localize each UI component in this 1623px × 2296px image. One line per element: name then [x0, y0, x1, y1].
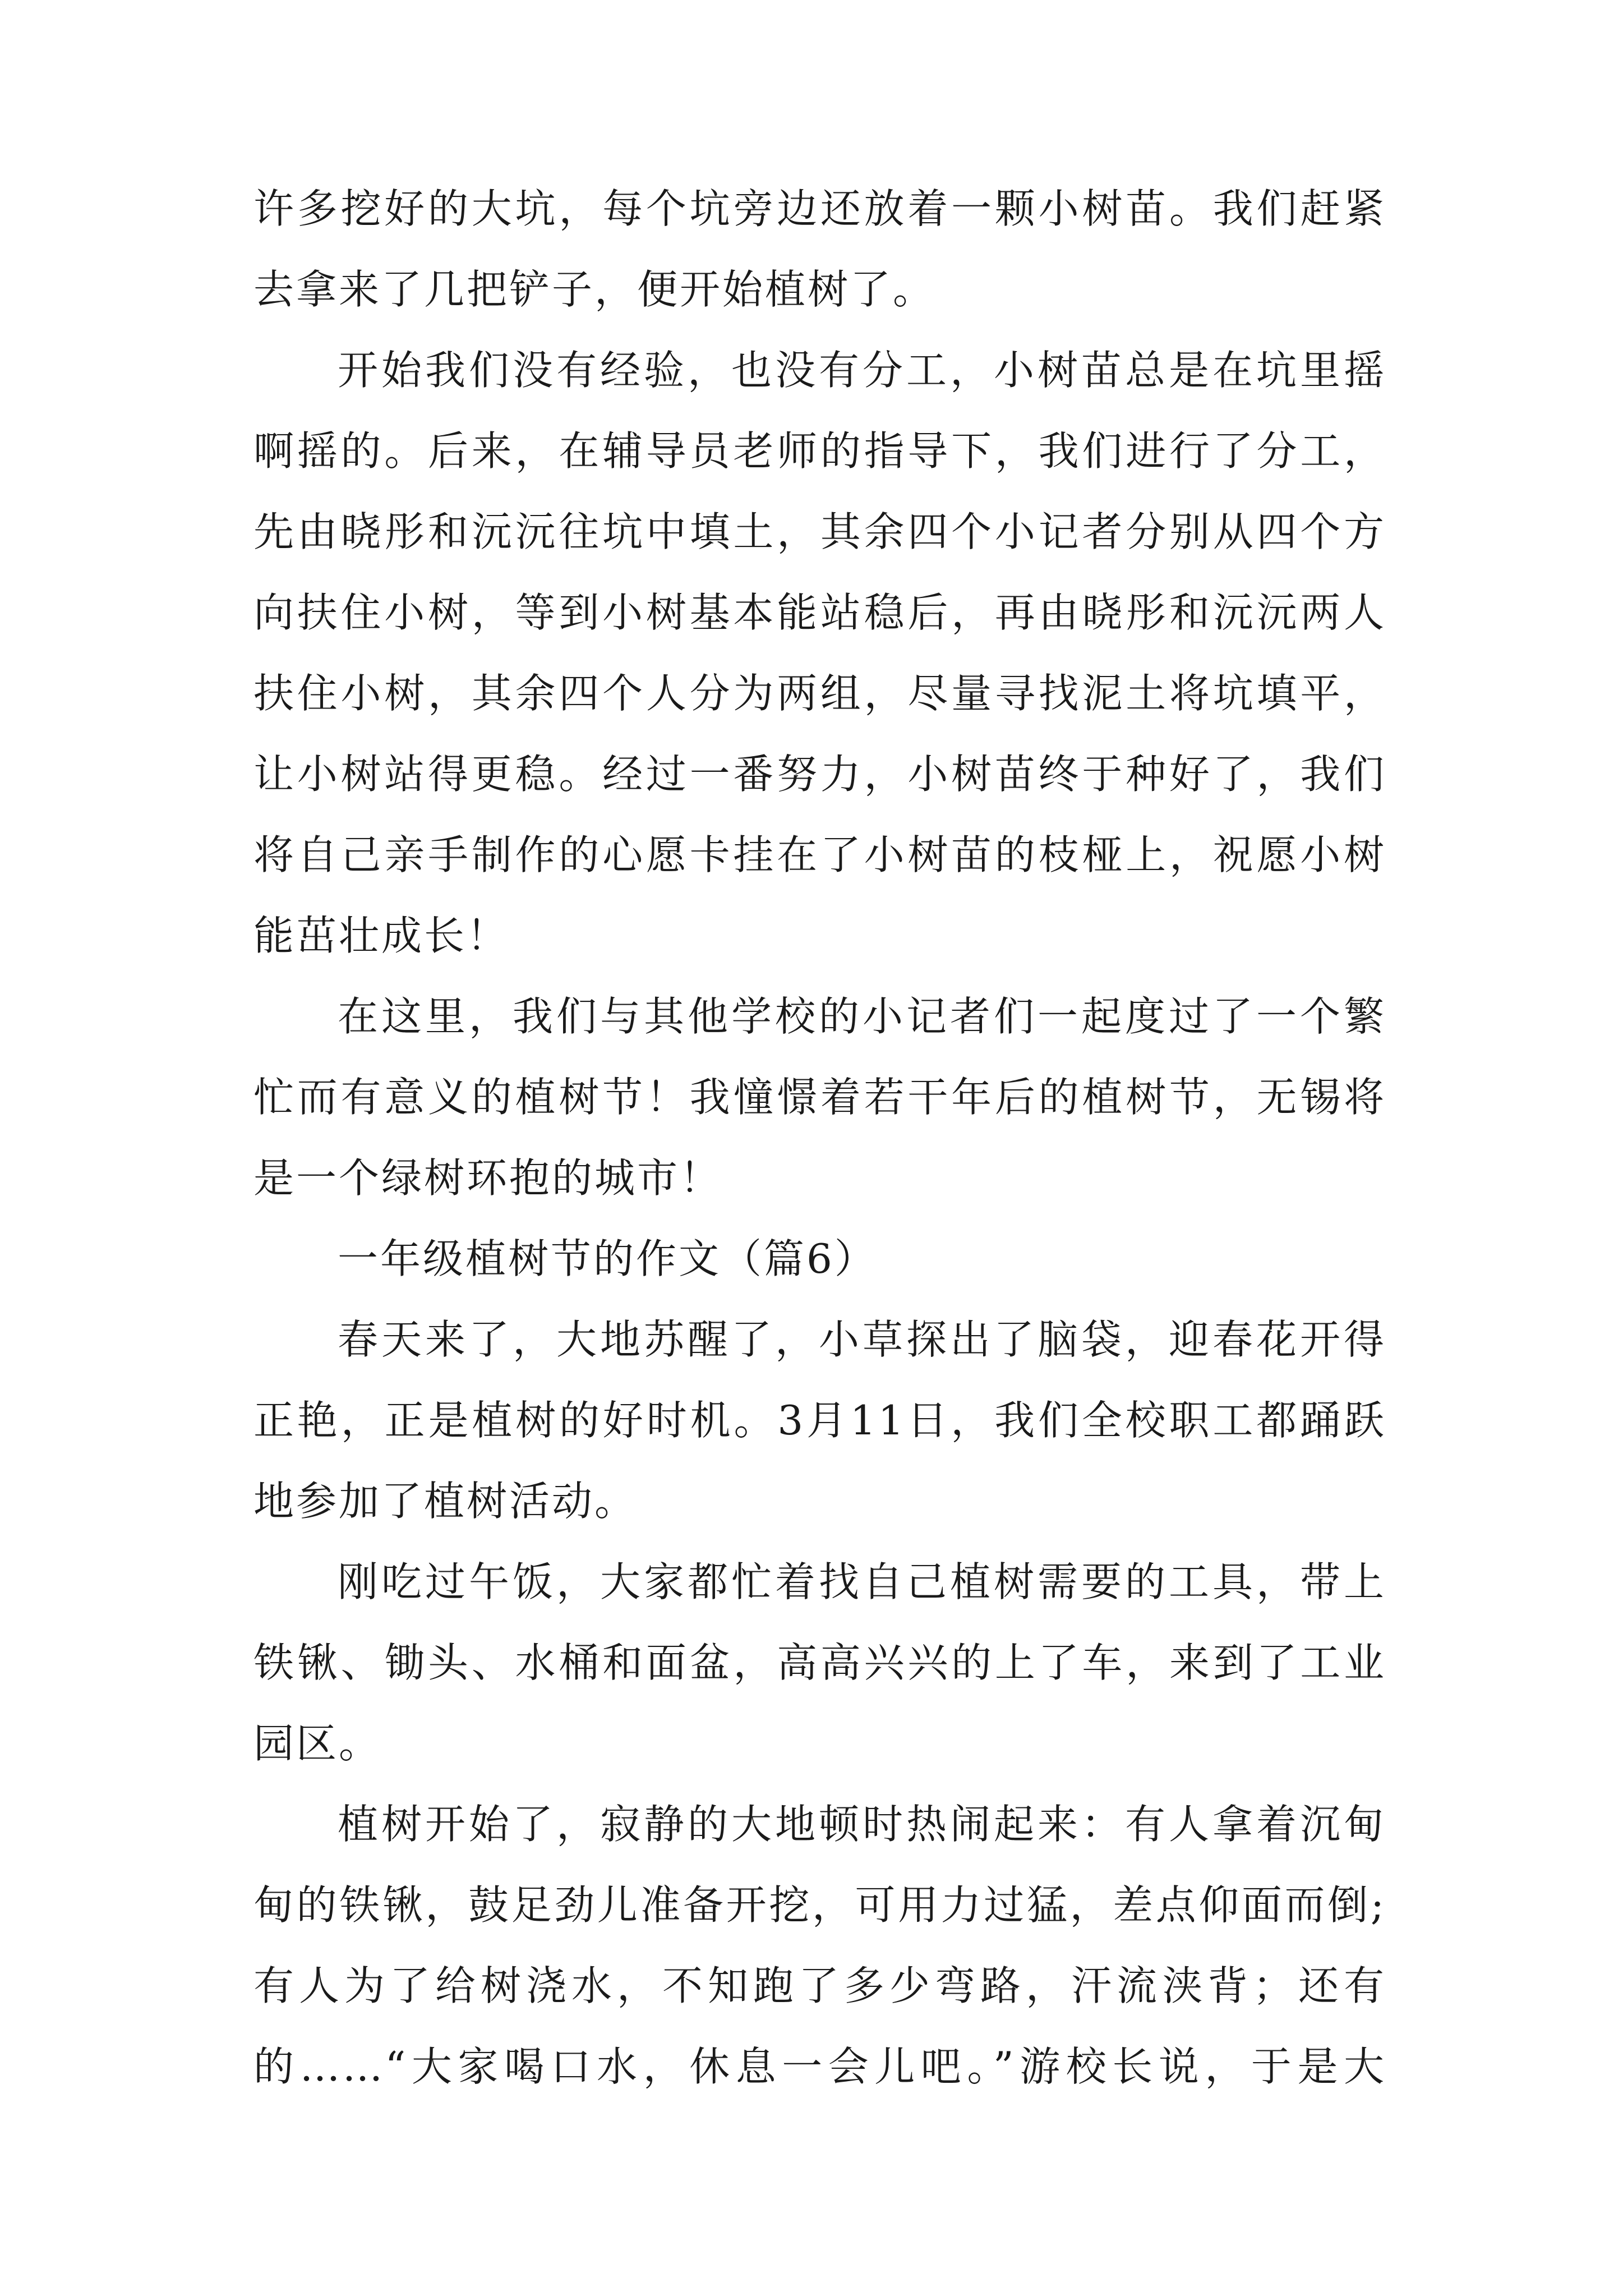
text-line: 正艳，正是植树的好时机。3月11日，我们全校职工都踊跃 [253, 1397, 1386, 1444]
text-line: 先由晓彤和沅沅往坑中填土，其余四个小记者分别从四个方 [253, 508, 1386, 555]
heading-text: 一年级植树节的作文（篇6） [338, 1235, 877, 1282]
document-page [253, 168, 1386, 2107]
text-line: 地参加了植树活动。 [253, 1478, 638, 1525]
text-line: 让小树站得更稳。经过一番努力，小树苗终于种好了，我们 [253, 751, 1386, 798]
paragraph [253, 1299, 1386, 1542]
text-line: 扶住小树，其余四个人分为两组，尽量寻找泥土将坑填平， [253, 670, 1386, 717]
section-heading [253, 1218, 1386, 1299]
text-line: 许多挖好的大坑，每个坑旁边还放着一颗小树苗。我们赶紧 [253, 185, 1386, 232]
text-line: 忙而有意义的植树节！我憧憬着若干年后的植树节，无锡将 [253, 1074, 1386, 1121]
paragraph [253, 976, 1386, 1218]
paragraph [253, 1784, 1386, 2107]
text-line: 园区。 [253, 1720, 382, 1767]
paragraph-continuation [253, 168, 1386, 330]
paragraph [253, 1542, 1386, 1784]
text-line: 的……“大家喝口水，休息一会儿吧。”游校长说，于是大 [253, 2043, 1386, 2090]
text-line: 在这里，我们与其他学校的小记者们一起度过了一个繁 [338, 993, 1386, 1040]
text-line: 是一个绿树环抱的城市！ [253, 1154, 723, 1202]
text-line: 刚吃过午饭，大家都忙着找自己植树需要的工具，带上 [338, 1558, 1386, 1605]
text-line: 将自己亲手制作的心愿卡挂在了小树苗的枝桠上，祝愿小树 [253, 831, 1386, 878]
text-line: 有人为了给树浇水，不知跑了多少弯路，汗流浃背；还有 [253, 1962, 1386, 2009]
text-line: 向扶住小树，等到小树基本能站稳后，再由晓彤和沅沅两人 [253, 589, 1386, 636]
text-line: 啊摇的。后来，在辅导员老师的指导下，我们进行了分工， [253, 427, 1386, 475]
text-line: 开始我们没有经验，也没有分工，小树苗总是在坑里摇 [338, 347, 1386, 394]
text-line: 甸的铁锹，鼓足劲儿准备开挖，可用力过猛，差点仰面而倒; [253, 1881, 1386, 1929]
text-line: 去拿来了几把铲子，便开始植树了。 [253, 266, 936, 313]
text-line: 铁锹、锄头、水桶和面盆，高高兴兴的上了车，来到了工业 [253, 1639, 1386, 1686]
paragraph [253, 330, 1386, 976]
text-line: 春天来了，大地苏醒了，小草探出了脑袋，迎春花开得 [338, 1316, 1386, 1363]
text-line: 能茁壮成长！ [253, 912, 510, 959]
text-line: 植树开始了，寂静的大地顿时热闹起来：有人拿着沉甸 [338, 1801, 1386, 1848]
